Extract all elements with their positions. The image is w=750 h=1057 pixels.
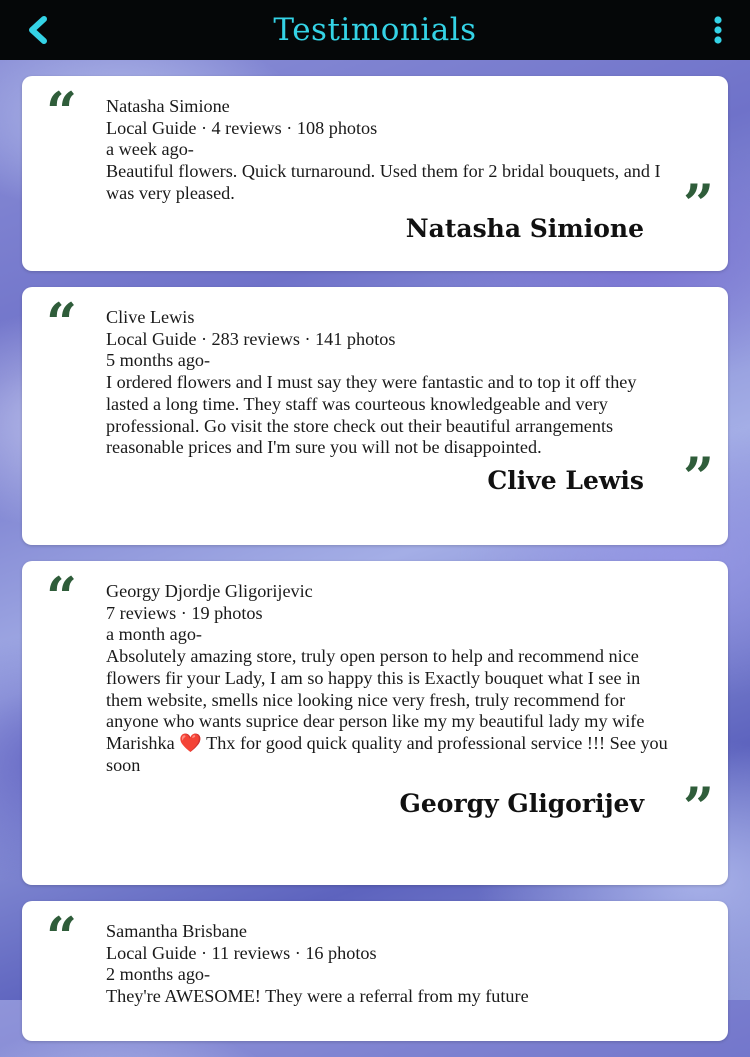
testimonial-body (22, 901, 728, 1008)
review-text: They're AWESOME! They were a referral from my future (106, 986, 529, 1007)
review-time: a week ago- (106, 139, 194, 160)
reviewer-meta: Local Guide · 11 reviews · 16 photos (106, 942, 377, 963)
testimonial-body (22, 287, 728, 459)
review-time: 5 months ago- (106, 350, 211, 371)
reviewer-name: Clive Lewis (106, 307, 195, 327)
testimonial-card (22, 287, 728, 545)
close-quote-icon: ” (682, 445, 714, 509)
reviewer-meta: Local Guide · 4 reviews · 108 photos (106, 117, 378, 138)
signature-name: Clive Lewis (487, 465, 644, 495)
reviewer-meta: Local Guide · 283 reviews · 141 photos (106, 328, 396, 349)
reviewer-meta: 7 reviews · 19 photos (106, 602, 263, 623)
testimonial-card (22, 76, 728, 271)
close-quote-icon: ” (682, 172, 714, 236)
open-quote-icon: “ (46, 565, 78, 629)
review-time: a month ago- (106, 624, 202, 645)
back-button[interactable] (20, 12, 56, 48)
reviewer-name: Samantha Brisbane (106, 921, 247, 941)
chevron-left-icon (23, 15, 53, 45)
review-text: I ordered flowers and I must say they were fantastic and to top it off they lasted a long time. They staff was courteous knowledgeable and very professional. Go visit the store check out their beautiful arrangements reasonable prices and I'm sure you will not be disappointed. (106, 372, 637, 458)
page-title: Testimonials (273, 12, 477, 48)
overflow-menu-button[interactable] (708, 12, 728, 48)
testimonial-body (22, 561, 728, 776)
review-text: Beautiful flowers. Quick turnaround. Used them for 2 bridal bouquets, and I was very pleased. (106, 161, 661, 203)
open-quote-icon: “ (46, 80, 78, 144)
review-text: Absolutely amazing store, truly open person to help and recommend nice flowers fir your Lady, I am so happy this is Exactly bouquet what I see in them website, smells nice looking nice very fresh, truly recommend for anyone who wants suprice dear person like my my beautiful lady my wife Marishka ❤️ Thx for good quick quality and professional service !!! See you soon (106, 646, 668, 775)
testimonial-list[interactable] (22, 76, 728, 1057)
close-quote-icon: ” (682, 775, 714, 839)
testimonial-card (22, 901, 728, 1041)
open-quote-icon: “ (46, 905, 78, 969)
testimonial-card (22, 561, 728, 885)
reviewer-name: Georgy Djordje Gligorijevic (106, 581, 313, 601)
open-quote-icon: “ (46, 291, 78, 355)
more-vertical-icon (712, 15, 724, 45)
testimonial-body (22, 76, 728, 205)
review-time: 2 months ago- (106, 964, 211, 985)
signature-name: Georgy Gligorijev (399, 789, 644, 819)
reviewer-name: Natasha Simione (106, 96, 230, 116)
app-header (0, 0, 750, 60)
signature-name: Natasha Simione (405, 213, 644, 243)
